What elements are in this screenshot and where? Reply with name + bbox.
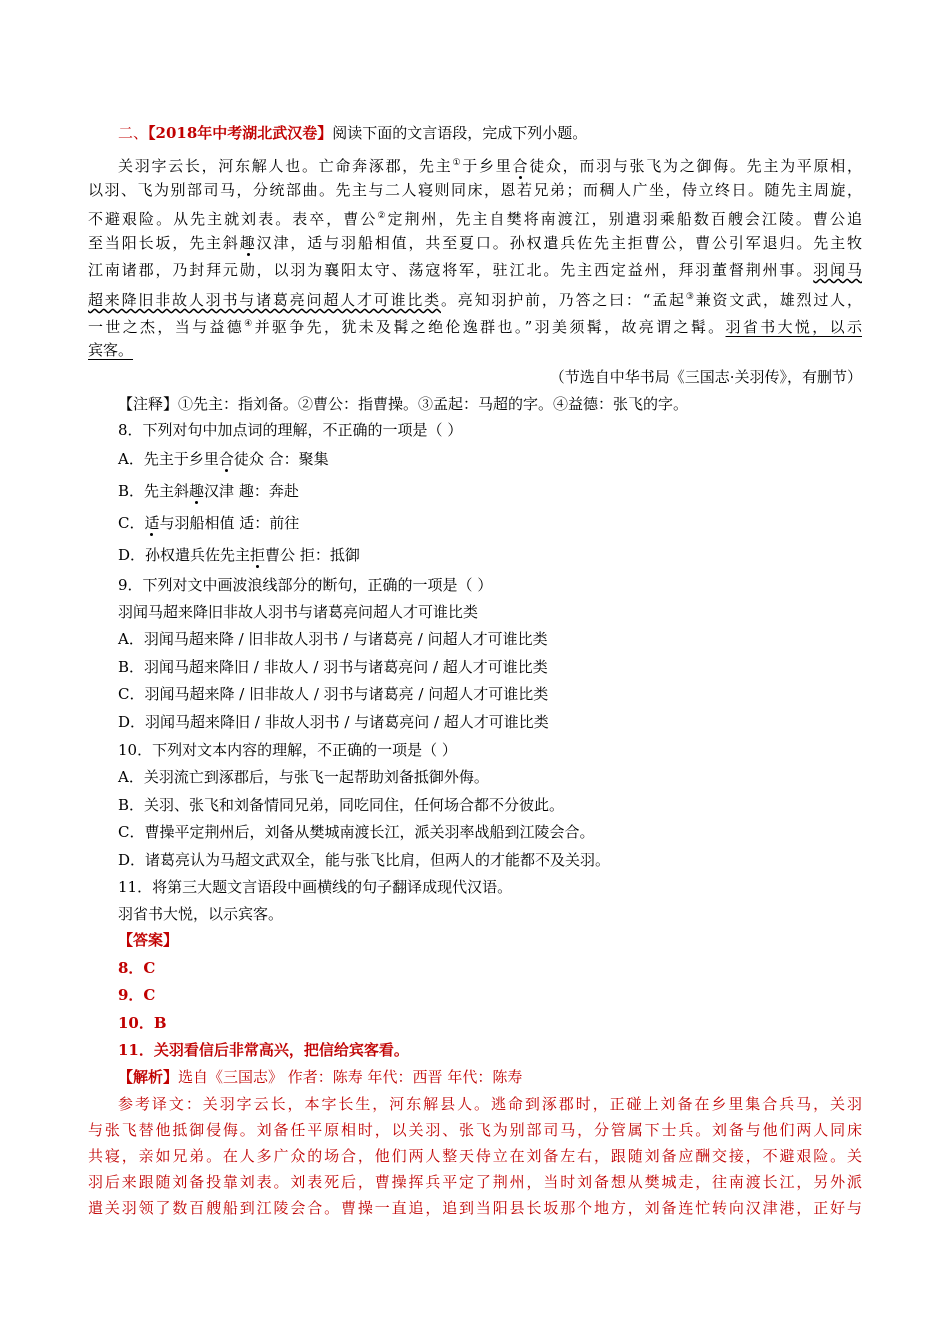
- question-10-option-c: C．曹操平定荆州后，刘备从樊城南渡长江，派关羽率战船到江陵会合。: [118, 823, 595, 841]
- question-10-option-b: B．关羽、张飞和刘备情同兄弟，同吃同住，任何场合都不分彼此。: [118, 796, 565, 814]
- footnote-marker: ②: [377, 211, 388, 221]
- question-9-sentence: 羽闻马超来降旧非故人羽书与诸葛亮问超人才可谁比类: [118, 603, 479, 621]
- underlined-sentence: 宾客。: [88, 341, 134, 359]
- passage-line-3: 不避艰险。从先主就刘表。表卒，曹公②定荆州，先主自樊将南渡江，别遣羽乘船数百艘会江陵。曹公追: [88, 210, 862, 228]
- section-number: 二、: [118, 124, 149, 142]
- passage-line-6: 超来降旧非故人羽书与诸葛亮问超人才可谁比类。亮知羽护前，乃答之曰：“孟起③兼资文武，雄烈过人，: [88, 291, 862, 309]
- question-10-option-a: A．关羽流亡到涿郡后，与张飞一起帮助刘备抵御外侮。: [118, 768, 489, 786]
- translation-line-3: 共寝，亲如兄弟。在人多广众的场合，他们两人整天侍立在刘备左右，跟随刘备应酬交接，不避艰险。关: [88, 1147, 862, 1165]
- wavy-underlined-text: 超来降旧非故人羽书与诸葛亮问超人才可谁比类: [88, 291, 441, 309]
- question-8-option-b: B．先主斜趣汉津 趣：奔赴: [118, 482, 299, 500]
- analysis-source: 选自《三国志》 作者：陈寿 年代：西晋 年代：陈寿: [178, 1068, 523, 1086]
- answer-9: 9．C: [118, 986, 156, 1004]
- question-10-stem: 10．下列对文本内容的理解，不正确的一项是（ ）: [118, 741, 457, 759]
- passage-line-8: [88, 340, 862, 360]
- footnote-marker: ④: [244, 319, 255, 329]
- translation-line-2: 与张飞替他抵御侵侮。刘备任平原相时，以关羽、张飞为别部司马，分管属下士兵。刘备与他们两人同床: [88, 1121, 862, 1139]
- passage-line-7: 一世之杰，当与益德④并驱争先，犹未及髯之绝伦逸群也。”羽美须髯，故亮谓之髯。羽省书大悦，以示: [88, 318, 862, 336]
- question-9-option-c: C．羽闻马超来降 / 旧非故人 / 羽书与诸葛亮 / 问超人才可谁比类: [118, 685, 549, 703]
- dotted-word: 适: [144, 514, 160, 532]
- exam-source-tag: 【2018年中考湖北武汉卷】: [148, 124, 333, 142]
- footnote-marker: ①: [452, 158, 463, 168]
- question-9-option-d: D．羽闻马超来降旧 / 非故人羽书 / 与诸葛亮问 / 超人才可谁比类: [118, 713, 549, 731]
- question-11-sentence: 羽省书大悦，以示宾客。: [118, 905, 284, 923]
- dotted-word: 拒: [250, 546, 266, 564]
- section-instruction: 阅读下面的文言语段，完成下列小题。: [332, 124, 588, 142]
- passage-source: （节选自中华书局《三国志·关羽传》，有删节）: [549, 368, 862, 386]
- footnote-marker: ③: [685, 292, 696, 302]
- question-8-stem: 8．下列对句中加点词的理解，不正确的一项是（ ）: [118, 421, 463, 439]
- dotted-word: 合: [218, 450, 234, 468]
- annotations: 【注释】①先主：指刘备。②曹公：指曹操。③孟起：马超的字。④益德：张飞的字。: [118, 395, 689, 413]
- question-10-option-d: D．诸葛亮认为马超文武双全，能与张飞比肩，但两人的才能都不及关羽。: [118, 851, 611, 869]
- analysis-heading: [118, 1067, 862, 1087]
- answer-10: 10．B: [118, 1014, 167, 1032]
- question-11-stem: 11．将第三大题文言语段中画横线的句子翻译成现代汉语。: [118, 878, 513, 896]
- dotted-word: 合: [512, 157, 530, 175]
- dotted-word: 趣: [239, 234, 257, 252]
- answer-8: 8．C: [118, 959, 156, 977]
- analysis-label: 【解析】: [118, 1068, 179, 1086]
- question-8-option-c: C．适与羽船相值 适：前往: [118, 514, 300, 532]
- passage-line-1: 关羽字云长，河东解人也。亡命奔涿郡，先主①于乡里合徒众，而羽与张飞为之御侮。先主为平原相，: [118, 157, 862, 175]
- passage-line-2: 以羽、飞为别部司马，分统部曲。先主与二人寝则同床，恩若兄弟；而稠人广坐，侍立终日。随先主周旋，: [88, 181, 862, 199]
- answer-label: 【答案】: [118, 931, 179, 949]
- translation-line-5: 遣关羽领了数百艘船到江陵会合。曹操一直追，追到当阳县长坂那个地方，刘备连忙转向汉津港，正好与: [88, 1199, 862, 1217]
- translation-line-4: 羽后来跟随刘备投靠刘表。刘表死后，曹操挥兵平定了荆州，当时刘备想从樊城走，往南渡长江，另外派: [88, 1173, 862, 1191]
- question-8-option-d: D．孙权遣兵佐先主拒曹公 拒：抵御: [118, 546, 360, 564]
- dotted-word: 趣: [189, 482, 205, 500]
- question-8-option-a: A．先主于乡里合徒众 合：聚集: [118, 450, 329, 468]
- question-9-option-b: B．羽闻马超来降旧 / 非故人 / 羽书与诸葛亮问 / 超人才可谁比类: [118, 658, 548, 676]
- passage-line-4: 至当阳长坂，先主斜趣汉津，适与羽船相值，共至夏口。孙权遣兵佐先主拒曹公，曹公引军退归。先主牧: [88, 234, 862, 252]
- section-heading: [118, 123, 862, 143]
- underlined-sentence: 羽省书大悦，以示: [725, 318, 862, 336]
- answer-11: 11．关羽看信后非常高兴，把信给宾客看。: [118, 1041, 409, 1059]
- question-9-option-a: A．羽闻马超来降 / 旧非故人羽书 / 与诸葛亮 / 问超人才可谁比类: [118, 630, 548, 648]
- wavy-underlined-text: 羽闻马: [813, 261, 862, 279]
- question-9-stem: 9．下列对文中画波浪线部分的断句，正确的一项是（ ）: [118, 576, 493, 594]
- passage-line-5: 江南诸郡，乃封拜元勋，以羽为襄阳太守、荡寇将军，驻江北。先主西定益州，拜羽董督荆州事。羽闻马: [88, 261, 862, 279]
- translation-line-1: 参考译文：关羽字云长，本字长生，河东解县人。逃命到涿郡时，正碰上刘备在乡里集合兵马，关羽: [118, 1095, 862, 1113]
